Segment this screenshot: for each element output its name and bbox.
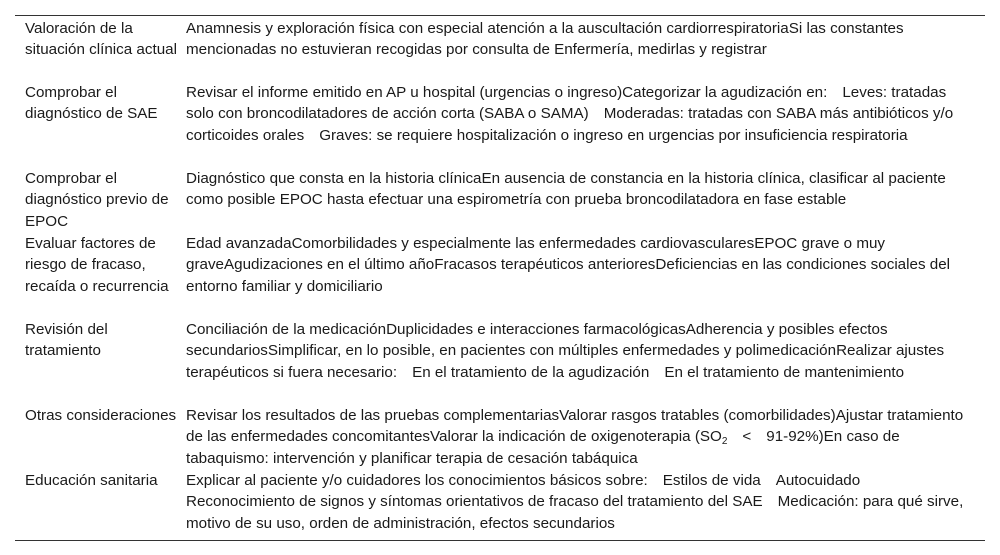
content-item: Revisar el informe emitido en AP u hospital (urgencias o ingreso) [186,84,623,101]
content-item: Categorizar la agudización en: [622,84,828,101]
content-item: Simplificar, en lo posible, en pacientes con múltiples enfermedades y polimedicación [267,342,837,360]
content-item: Leves: tratadas solo con broncodilatadores de acción corta (SABA o SAMA) [186,84,947,123]
content-item: Diagnóstico que consta en la historia clínica [186,170,482,187]
content-item: Autocuidado [775,472,861,489]
content-item: Si las constantes mencionadas no estuvieran recogidas por consulta de Enfermería, medirlas y registrar [186,20,904,59]
content-item: En el tratamiento de la agudización [412,363,650,381]
content-item: Ajustar tratamiento de las enfermedades concomitantes [186,407,964,446]
table-row [15,405,985,470]
content-item: Agudizaciones en el último año [224,256,435,274]
content-item: Anamnesis y exploración física con especial atención a la auscultación cardiorrespiratoria [186,20,789,37]
table-row [15,82,985,168]
row-label: Evaluar factores de riesgo de fracaso, recaída o recurrencia [25,235,169,295]
content-item: Reconocimiento de signos y síntomas orientativos de fracaso del tratamiento del SAE [186,493,763,511]
clinical-table [15,15,985,541]
content-item: En ausencia de constancia en la historia clínica, clasificar al paciente como posible EPOC hasta efectuar una espirometría con prueba broncodilatadora en fase estable [186,170,946,209]
table-row [15,233,985,319]
row-content [186,470,985,534]
content-item: Duplicidades e interacciones farmacológicas [386,321,686,338]
content-item: Adherencia y posibles efectos secundarios [186,321,888,360]
content-item: Revisar los resultados de las pruebas complementarias [186,407,560,424]
row-content [186,18,985,82]
content-item: Moderadas: tratadas con SABA más antibióticos y/o corticoides orales [186,105,954,144]
row-label: Valoración de la situación clínica actual [25,20,177,59]
content-item: Estilos de vida [662,472,761,489]
row-label: Otras consideraciones [25,407,177,424]
row-content [186,233,985,319]
content-item: Conciliación de la medicación [186,321,387,338]
content-item: Valorar la indicación de oxigenoterapia (SO [430,428,722,446]
content-item: Deficiencias en las condiciones sociales del entorno familiar y domiciliario [186,256,951,295]
row-content [186,82,985,168]
subscript: 2 [721,436,728,448]
content-item: En caso de tabaquismo: intervención y planificar terapia de cesación tabáquica [186,428,900,467]
row-content [186,168,985,233]
table-row [15,18,985,82]
row-content [186,405,985,470]
content-item: Comorbilidades y especialmente las enfermedades cardiovasculares [291,235,755,252]
content-item: Edad avanzada [186,235,292,252]
content-item: Realizar ajustes terapéuticos si fuera necesario: [186,342,945,381]
row-label: Revisión del tratamiento [25,321,108,360]
table-row [15,168,985,233]
table-row [15,470,985,534]
content-item: Fracasos terapéuticos anteriores [434,256,656,274]
row-label: Comprobar el diagnóstico de SAE [25,84,158,123]
content-item: En el tratamiento de mantenimiento [664,363,905,381]
content-item: 91-92%) [766,428,824,446]
content-item: Valorar rasgos tratables (comorbilidades) [559,407,836,424]
content-item: < [742,428,752,446]
content-item: Medicación: para qué sirve, motivo de su uso, orden de administración, efectos secundarios [186,493,964,532]
content-item: Explicar al paciente y/o cuidadores los conocimientos básicos sobre: [186,472,648,489]
row-label: Comprobar el diagnóstico previo de EPOC [25,170,169,230]
row-label: Educación sanitaria [25,472,158,489]
content-item: Graves: se requiere hospitalización o ingreso en urgencias por insuficiencia respiratoria [319,126,908,144]
table-row [15,319,985,405]
row-content [186,319,985,405]
content-item: EPOC grave o muy grave [186,235,886,274]
